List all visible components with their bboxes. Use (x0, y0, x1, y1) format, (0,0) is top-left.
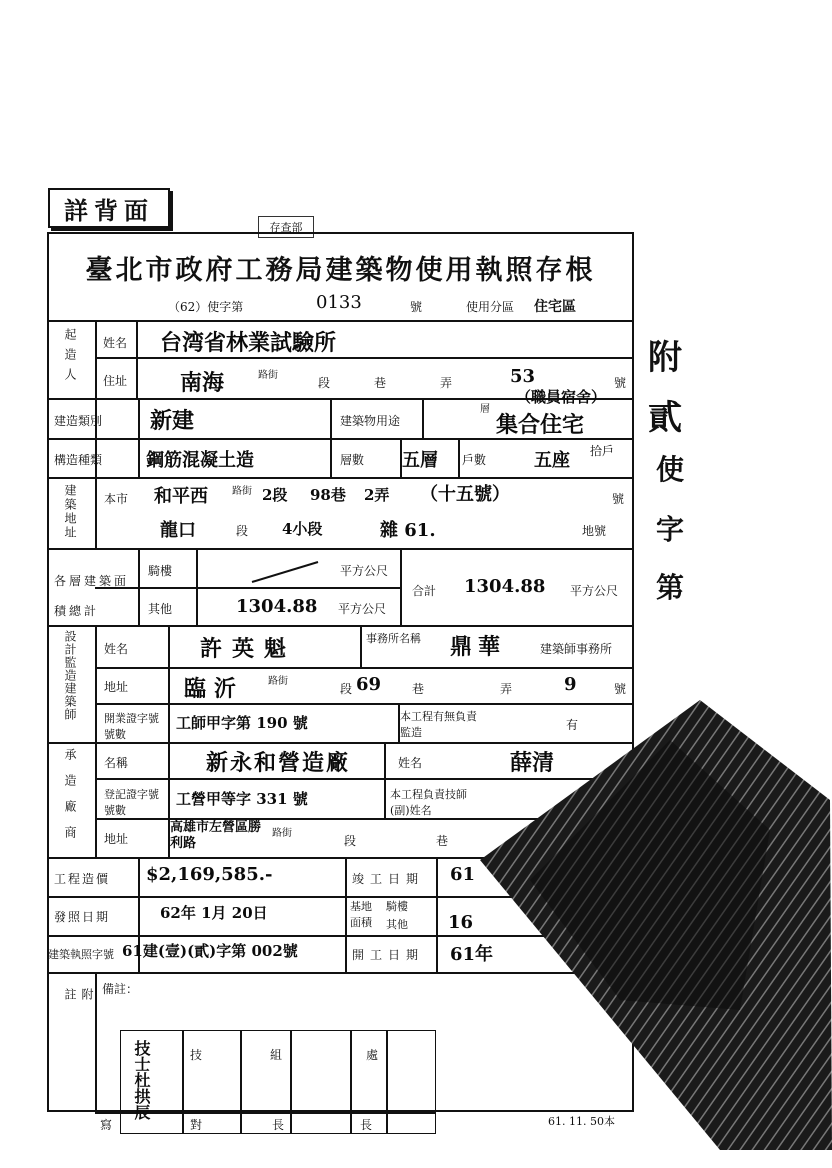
contractor-addr-section: 段 (344, 834, 357, 848)
sign-label-3: 長 (272, 1118, 285, 1132)
applicant-addr-no-suffix: 號 (614, 376, 627, 390)
zone-label: 使用分區 (466, 300, 515, 314)
print-run-note: 61. 11. 50本 (548, 1115, 615, 1128)
remarks-side-label: 附註 (63, 988, 94, 1080)
contractor-person: 薛清 (510, 750, 555, 776)
area-total-value: 1304.88 (464, 576, 546, 597)
site-no-label: 號 (612, 492, 625, 506)
units-value: 五座 (534, 450, 570, 471)
applicant-name: 台湾省林業試驗所 (160, 330, 337, 356)
contractor-name: 新永和營造廠 (206, 750, 351, 776)
use-label: 建築物用途 (340, 414, 401, 428)
contractor-license: 工營甲等字 331 號 (176, 790, 308, 808)
designer-addr-suffix: 路街 (268, 676, 288, 687)
right-fragment-2: 貳 (648, 398, 682, 438)
use-value: 集合住宅 (496, 412, 585, 438)
structure-label: 構造種類 (54, 453, 103, 467)
units-count: 拾戶 (590, 444, 615, 458)
site-lot-label: 地號 (582, 524, 607, 538)
complete-value: 61 (450, 864, 476, 885)
start-value: 61年 (450, 944, 494, 965)
designer-name: 許英魁 (200, 636, 297, 662)
designer-section-label: 設計監造建築師 (63, 630, 77, 721)
permit-label: 建築執照字號 (48, 948, 114, 961)
site-section-label: 建築地址 (63, 484, 77, 540)
site-lane: 98巷 (310, 486, 346, 504)
site-note: （十五號） (420, 484, 510, 505)
document-tag: 詳背面 (48, 188, 170, 228)
contractor-section-label: 承造廠商 (63, 748, 77, 852)
applicant-name-label: 姓名 (103, 336, 128, 350)
contractor-addr-label: 地址 (104, 832, 129, 846)
start-label: 開工日期 (352, 948, 425, 962)
site-area-arcade: 騎樓 (386, 900, 408, 913)
form-title: 臺北市政府工務局建築物使用執照存根 (85, 255, 596, 286)
area-arcade-label: 騎樓 (148, 564, 173, 578)
contractor-addr: 高雄市左營區勝利路 (170, 820, 262, 851)
area-other-value: 1304.88 (236, 596, 318, 617)
sign-cell-2: 技 (190, 1048, 203, 1062)
contractor-tech-label: 本工程負責技師(副)姓名 (390, 788, 467, 817)
area-unit-1: 平方公尺 (340, 564, 389, 578)
sign-label-1: 寫 (100, 1118, 113, 1132)
sign-cell-3: 組 (270, 1048, 283, 1062)
area-other-label: 其他 (148, 602, 173, 616)
applicant-addr-lane: 巷 (374, 376, 387, 390)
right-fragment-3: 使 (656, 453, 685, 486)
designer-addr-section: 段 (340, 682, 353, 696)
zone-value: 住宅區 (534, 299, 576, 315)
floors-value: 五層 (402, 450, 438, 471)
sign-label-2: 對 (190, 1118, 203, 1132)
designer-addr-no: 69 (356, 674, 382, 695)
applicant-addr-label: 住址 (103, 374, 128, 388)
site-city: 本市 (104, 492, 129, 506)
cost-label: 工程造價 (54, 872, 111, 886)
units-label: 戶數 (462, 453, 487, 467)
designer-addr: 臨沂 (184, 676, 245, 702)
applicant-addr-road-suffix: 路街 (258, 370, 278, 381)
site-lot: 雜 61. (380, 520, 436, 541)
issue-label: 發照日期 (54, 910, 111, 924)
permit-prefix: （62）使字第 (168, 300, 244, 314)
remarks-label: 備註： (102, 982, 139, 996)
applicant-addr-no: 53 (510, 366, 536, 387)
category-value: 新建 (150, 408, 195, 434)
area-arcade-strike (250, 558, 320, 586)
designer-office-label: 事務所名稱 (366, 632, 421, 645)
sign-label-4: 長 (360, 1118, 373, 1132)
designer-addr-label: 地址 (104, 680, 129, 694)
use-note: （職員宿舍） (516, 388, 607, 406)
site-area-label: 基地面積 (350, 900, 372, 929)
structure-value: 鋼筋混凝土造 (146, 450, 254, 471)
designer-addr-num: 9 (564, 674, 577, 695)
permit-suffix: 號 (410, 300, 423, 314)
contractor-license-label: 登記證字號號數 (104, 788, 159, 817)
archive-stamp: 存查部 (258, 216, 314, 238)
area-unit-2: 平方公尺 (338, 602, 387, 616)
floors-label: 層數 (340, 453, 365, 467)
permit-number: 0133 (316, 292, 362, 313)
right-fragment-1: 附 (648, 338, 682, 378)
site-subsection: 4小段 (282, 520, 323, 538)
complete-label: 竣工日期 (352, 872, 425, 886)
designer-office: 鼎華 (450, 634, 507, 660)
area-total-label: 合計 (412, 584, 437, 598)
designer-license: 工師甲字第 190 號 (176, 714, 308, 732)
site-area-other: 其他 (386, 918, 408, 931)
contractor-name-label: 名稱 (104, 756, 129, 770)
applicant-section-label: 起造人 (63, 328, 77, 388)
area-total-unit: 平方公尺 (570, 584, 619, 598)
site-road-suffix: 路街 (232, 486, 252, 497)
permit-value: 61建(壹)(貳)字第 002號 (122, 942, 298, 960)
site-district-suffix: 段 (236, 524, 249, 538)
designer-office-suffix: 建築師事務所 (540, 642, 613, 656)
site-alley: 2弄 (364, 486, 390, 504)
sign-cell-4: 處 (366, 1048, 379, 1062)
contractor-person-label: 姓名 (398, 756, 423, 770)
contractor-addr-lane: 巷 (436, 834, 449, 848)
designer-name-label: 姓名 (104, 642, 129, 656)
right-fragment-5: 第 (656, 571, 685, 604)
designer-addr-num-suffix: 號 (614, 682, 627, 696)
designer-license-label: 開業證字號號數 (104, 712, 159, 741)
site-section-no: 2段 (262, 486, 288, 504)
site-area-value: 16 (448, 912, 474, 933)
signer-1: 技士杜拱辰 (132, 1040, 151, 1120)
cost-value: $2,169,585.- (146, 864, 273, 885)
designer-supervise-value: 有 (566, 718, 579, 732)
contractor-addr-suffix: 路街 (272, 828, 292, 839)
use-floor-label: 層 (480, 404, 490, 415)
right-fragment-4: 字 (656, 513, 685, 546)
category-label: 建造類別 (54, 414, 103, 428)
issue-value: 62年 1月 20日 (160, 904, 268, 922)
area-section-label: 各層建築面積總計 (54, 574, 130, 618)
designer-addr-alley: 弄 (500, 682, 513, 696)
applicant-addr-alley: 弄 (440, 376, 453, 390)
applicant-addr-road: 南海 (180, 370, 225, 396)
applicant-addr-section: 段 (318, 376, 331, 390)
site-road: 和平西 (154, 486, 208, 507)
designer-addr-lane: 巷 (412, 682, 425, 696)
site-district: 龍口 (160, 520, 196, 541)
folded-corner-overlay (470, 680, 832, 1150)
designer-supervise-label: 本工程有無負責監造 (400, 710, 477, 739)
